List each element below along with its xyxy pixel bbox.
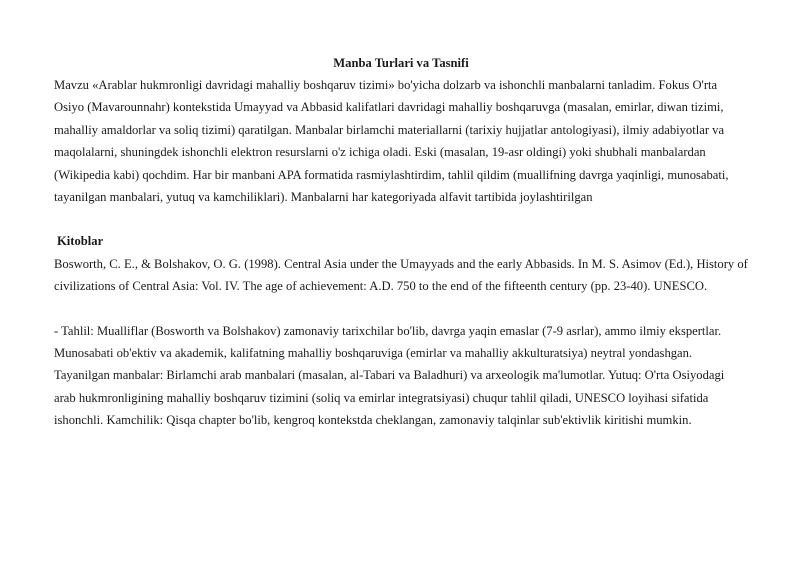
book-citation: Bosworth, C. E., & Bolshakov, O. G. (1998). Central Asia under the Umayyads and the early Abbasids. In M. S. Asimov (Ed.), History of civilizations of Central Asia: Vol. IV. The age of achievement: A.D. 750 to the end of the fifteenth century (pp. 23-40). UNESCO. xyxy=(54,256,748,294)
document-title: Manba Turlari va Tasnifi xyxy=(333,56,469,70)
document-page xyxy=(54,52,748,432)
book-analysis-paragraph: - Tahlil: Mualliflar (Bosworth va Bolshakov) zamonaviy tarixchilar bo'lib, davrga yaqin emaslar (7-9 asrlar), ammo ilmiy ekspertlar. Munosabati ob'ektiv va akademik, kalifatning mahalliy boshqaruviga (emirlar va mahalliy akkulturatsiya) neytral yondashgan. Tayanilgan manbalar: Birlamchi arab manbalari (masalan, al-Tabari va Baladhuri) va arxeologik ma'lumotlar. Yutuq: O'rta Osiyodagi arab hukmronligining mahalliy boshqaruv tizimini (soliq va emirlar integratsiyasi) chuqur tahlil qiladi, UNESCO loyihasi sifatida ishonchli. Kamchilik: Qisqa chapter bo'lib, kengroq kontekstda cheklangan, zamonaviy talqinlar sub'ektivlik kiritishi mumkin. xyxy=(54,323,725,428)
section-heading-books: Kitoblar xyxy=(57,234,104,249)
intro-paragraph: Mavzu «Arablar hukmronligi davridagi mahalliy boshqaruv tizimi» bo'yicha dolzarb va ishonchli manbalarni tanladim. Fokus O'rta Osiyo (Mavarounnahr) kontekstida Umayyad va Abbasid kalifatlari davridagi mahalliy boshqaruvga (masalan, emirlar, diwan tizimi, mahalliy amaldorlar va soliq tizimi) qaratilgan. Manbalar birlamchi materiallarni (tarixiy hujjatlar antologiyasi), ilmiy adabiyotlar va maqolalarni, shuningdek ishonchli elektron resurslarni o'z ichiga oladi. Eski (masalan, 19-asr oldingi) yoki shubhali manbalardan (Wikipedia kabi) qochdim. Har bir manbani APA formatida rasmiylashtirdim, tahlil qildim (muallifning davrga yaqinligi, munosabati, tayanilgan manbalari, yutuq va kamchiliklari). Manbalarni har kategoriyada alfavit tartibida joylashtirilgan xyxy=(54,78,729,205)
